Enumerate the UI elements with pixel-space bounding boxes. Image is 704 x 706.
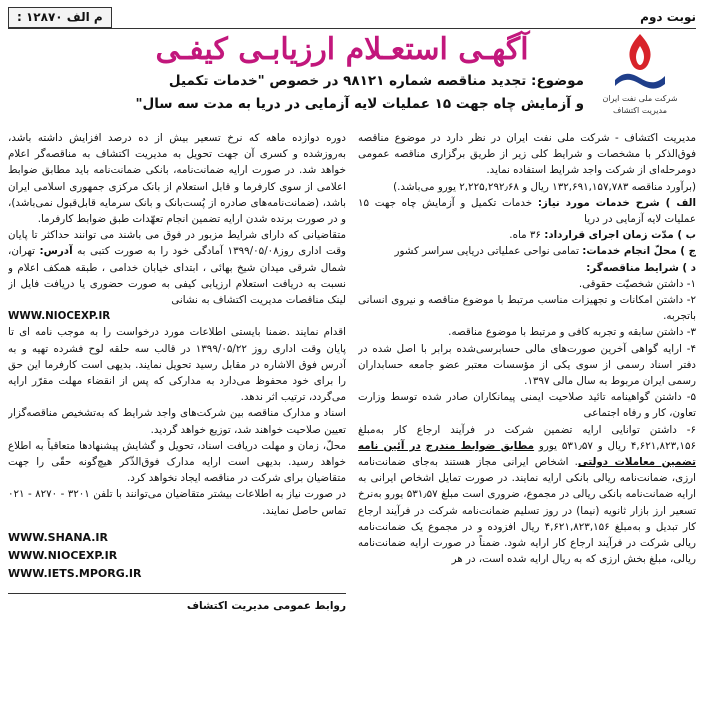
item6-text-a: ۶- داشتن توانایی ارایه تضمین شرکت در فرآیند ارجاع کار به‌مبلغ ۴,۶۲۱,۸۲۳,۱۵۶ ریال و ۵۳۱٫۵۷ یورو [358,423,696,452]
condition-item-6 [358,422,696,568]
section-b-text: ۳۶ ماه. [509,229,545,242]
section-c [358,243,696,259]
logo-caption-company: شرکت ملی نفت ایران [602,94,678,103]
nioc-emblem-icon [609,30,671,92]
section-a-text: خدمات تکمیل و آزمایش چاه جهت ۱۵ عملیات لایه آزمایی در دریا [358,196,696,226]
condition-item: ۴- ارایه گواهی آخرین صورت‌های مالی حسابرسی‌شده برابر با اصل شده در دفتر اسناد رسمی از سوی یکی از مؤسسات معتبر عضو جامعه حسابداران رسمی ایران مربوط به سال مالی ۱۳۹۷. [358,342,696,388]
estimate-paragraph: (برآورد مناقصه ۱۳۲,۶۹۱,۱۵۷,۷۸۳ ریال و ۲,۲۲۵,۲۹۲٫۶۸ یورو می‌باشد.) [393,180,696,193]
condition-item: ۳- داشتن سابقه و تجربه کافی و مرتبط با موضوع مناقصه. [448,326,696,339]
guarantee-paragraph: دوره دوازده ماهه که نرخ تسعیر بیش از ده درصد افزایش داشته باشد، به‌روزشده و کسری آن جهت تحویل به مدیریت اکتشاف به مناقصه‌گر اعلام خواهد شد. در صورت ارایه ضمانت‌نامه، بانکی ضمانت‌نامه باید مطابق ضوابط اعلامی از سوی کارفرما و قابل استعلام از بانک مرکزی جمهوری اسلامی ایران باشد، (ضمانت‌نامه‌های صادره از پُست‌بانک و بانک سرمایه قابل‌قبول نمی‌باشد)، و در صورت برنده شدن ارایه تضمین انجام تعهّدات طبق ضوابط کارفرما. [8,132,346,226]
section-a-label: الف ) شرح خدمات مورد نیاز: [537,196,696,209]
address-label: آدرس: [39,245,73,258]
subject-line-1: موضوع: تجدید مناقصه شماره ۹۸۱۲۱ در خصوص "خدمات تکمیل [168,73,584,89]
submission-text-c: اقدام نمایند .ضمنا بایستی اطلاعات مورد درخواست را به موجب نامه ای تا پایان وقت اداری روز ۱۳۹۹/۰۵/۲۲ در قالب سه حلقه لوح فشرده تهیه و به آدرس فوق الاشاره در مقابل رسید تحویل نمایند. بدیهی است کارفرما این حق را برای خود محفوظ می‌دارد به مدارکی که پس از انقضاء مهلت مقرّر ارایه می‌گردد، ترتیب اثر ندهد. [8,326,346,404]
submission-paragraph [8,227,346,308]
contact-paragraph: در صورت نیاز به اطلاعات بیشتر متقاضیان می‌توانند با تلفن ۳۲۰۱ - ۸۲۷۰ - ۰۲۱ تماس حاصل نمایند. [8,488,346,517]
left-column [8,130,346,696]
subject-line-2: و آزمایش چاه جهت ۱۵ عملیات لایه آزمایی در دریا به مدت سه سال" [135,96,584,112]
link-iets[interactable]: WWW.IETS.MPORG.IR [8,566,142,580]
submission-text-b: تهران، شمال شرقی میدان شیخ بهائی ، ابتدای خیابان خدامی ، طبقه همکف اعلام و نسبت به دریافت استعلام ارزیابی کیفی به صورت حضوری یا دریافت فایل از لینک مناقصات مدیریت اکتشاف به نشانی [8,245,346,307]
issue-label: نوبت دوم [640,10,696,24]
logo-caption-dept: مدیریت اکتشاف [612,106,668,115]
website-links [8,529,346,583]
condition-item: ۵- داشتن گواهینامه تائید صلاحیت ایمنی پیمانکاران صادر شده توسط وزارت تعاون، کار و رفاه اجتماعی [358,391,696,420]
section-b [358,227,696,243]
documents-paragraph: اسناد و مدارک مناقصه بین شرکت‌های واجد شرایط که به‌تشخیص مناقصه‌گزار تعیین صلاحیت خواهند شد، توزیع خواهد گردید. [8,407,346,436]
item6-underlined-2: در آئین نامه تضمین معاملات دولتی [358,439,696,469]
submission-text-a: متقاضیانی که دارای شرایط مزبور در فوق می باشند می توانند حداکثر تا پایان وقت اداری روز۱۳۹۹/۰۵/۰۸ آمادگی خود را به صورت کتبی به [8,229,346,258]
section-a [358,195,696,227]
notice-code: م الف ۱۲۸۷۰ : [8,7,112,28]
niocexp-link[interactable]: WWW.NIOCEXP.IR [8,310,111,323]
intro-paragraph: مدیریت اکتشاف - شرکت ملی نفت ایران در نظر دارد در موضوع مناقصه فوق‌الذکر با مشخصات و شرایط کلی زیر از طریق برگزاری مناقصه عمومی دومرحله‌ای از شرکت واجد شرایط استفاده نماید. [358,132,696,177]
footer-signature: روابط عمومی مدیریت اکتشاف [8,593,346,614]
link-niocexp[interactable]: WWW.NIOCEXP.IR [8,548,118,562]
link-shana[interactable]: WWW.SHANA.IR [8,530,108,544]
section-c-text: تمامی نواحی عملیاتی دریایی سراسر کشور [394,245,583,258]
condition-item: ۲- داشتن امکانات و تجهیزات مناسب مرتبط با موضوع مناقصه و نیروی انسانی باتجربه. [358,294,696,323]
item6-underlined-1: مطابق ضوابط مندرج [425,439,535,452]
item6-text-c: . اشخاص ایرانی مجاز هستند به‌جای ضمانت‌نامه ارزی، ضمانت‌نامه ریالی بانکی ارایه نمایند. در صورت تمایل اشخاص ایرانی به ارایه ضمانت‌نامه بانکی ریالی در مجموع، ضروری است مبلغ ۵۳۱٫۵۷ یورو به‌نرخ تسعیر ارز بازار ثانویه (نیما) در روز تسلیم ضمانت‌نامه شرکت در فرآیند ارجاع کار تبدیل و به‌مبلغ ۴,۶۲۱,۸۲۳,۱۵۶ ریال افزوده و در مجموع یک ضمانت‌نامه ریالی شرکت در فرآیند ارجاع کار ارایه شود. ضمناً در صورت ارایه ضمانت‌نامه ریالی، مبلغ بخش ارزی که به ریال ارایه شده است، در هر [358,456,696,566]
section-d-label: د ) شرایط مناقصه‌گر: [586,261,696,274]
notice-subject [14,70,584,116]
right-column [358,130,696,696]
header-bar [8,6,696,29]
nioc-logo [590,30,690,122]
body-columns [8,130,696,696]
section-c-label: ج ) محلّ انجام خدمات: [582,245,696,258]
delivery-paragraph: محلّ، زمان و مهلت دریافت اسناد، تحویل و گشایش پیشنهادها متعاقباً به اطلاع خواهد رسید. بدیهی است ارایه مدارک فوق‌الذّکر هیچ‌گونه حقّی را جهت متقاضیان برای شرکت در مناقصه ایجاد نخواهد کرد. [8,439,346,485]
section-b-label: ب ) مدّت زمان اجرای قرارداد: [544,229,696,242]
condition-item: ۱- داشتن شخصیّت حقوقی. [578,277,696,290]
notice-title: آگهـی استعـلام ارزیابـی کیفـی [155,32,529,67]
